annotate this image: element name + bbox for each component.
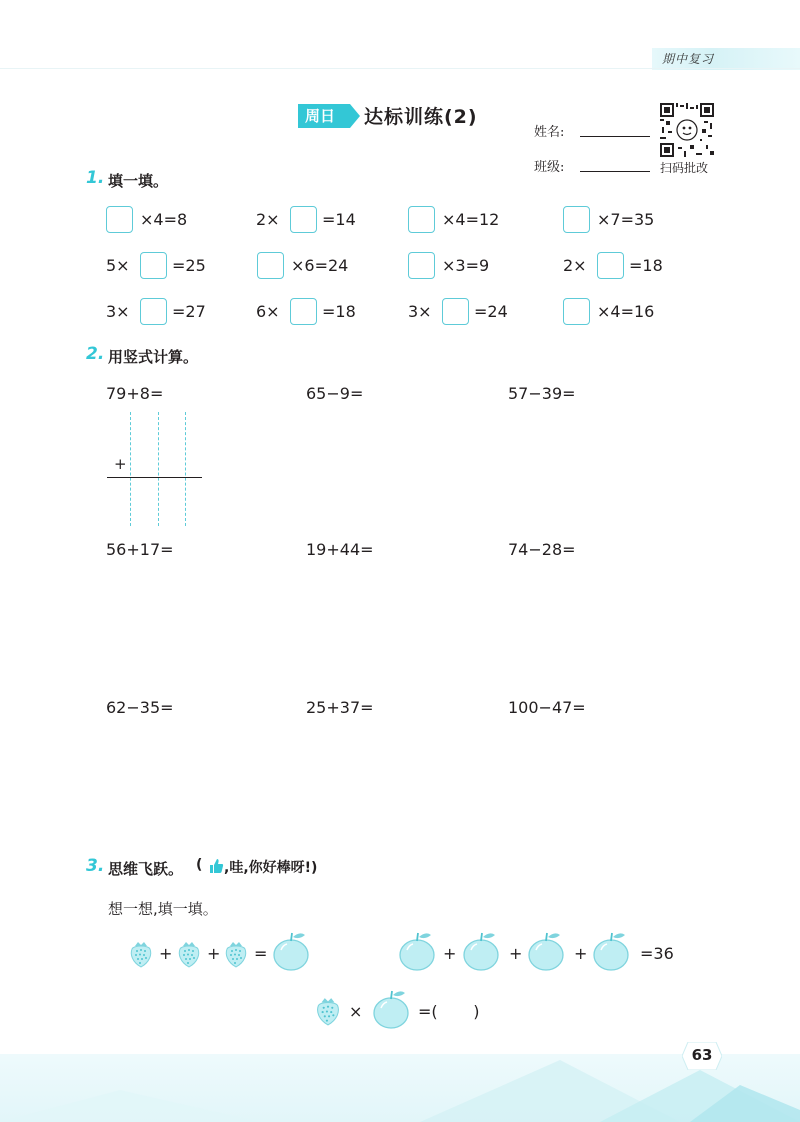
operator: + bbox=[509, 944, 523, 963]
equation-part: ×7=35 bbox=[597, 210, 655, 229]
equation-part: 6× bbox=[256, 302, 280, 321]
calc-problem: 25+37= bbox=[306, 698, 374, 717]
operator: + bbox=[443, 944, 457, 963]
section3-title: 思维飞跃。 bbox=[108, 860, 184, 878]
answer-box[interactable] bbox=[408, 252, 435, 279]
strawberry-icon bbox=[128, 940, 154, 968]
class-label: 班级: bbox=[534, 160, 565, 175]
apple-icon bbox=[527, 930, 565, 972]
column-guide bbox=[185, 412, 186, 526]
answer-box[interactable] bbox=[563, 206, 590, 233]
name-field[interactable] bbox=[580, 136, 650, 137]
operator: + bbox=[574, 944, 588, 963]
equation-part: =18 bbox=[629, 256, 663, 275]
equation-part: =18 bbox=[322, 302, 356, 321]
apple-icon bbox=[272, 930, 310, 972]
equation-part: 3× bbox=[106, 302, 130, 321]
answer-box[interactable] bbox=[140, 298, 167, 325]
equation-part: =27 bbox=[172, 302, 206, 321]
apple-icon bbox=[462, 930, 500, 972]
section3-number: 3. bbox=[86, 856, 105, 876]
answer-box[interactable] bbox=[140, 252, 167, 279]
qr-code-icon[interactable] bbox=[660, 103, 714, 157]
strawberry-icon bbox=[176, 940, 202, 968]
calc-problem: 62−35= bbox=[106, 698, 174, 717]
operator: + bbox=[207, 944, 221, 963]
equation-part: ×6=24 bbox=[291, 256, 349, 275]
apple-icon bbox=[372, 988, 410, 1030]
header-divider bbox=[0, 68, 800, 69]
section2-title: 用竖式计算。 bbox=[108, 348, 199, 366]
calc-problem: 100−47= bbox=[508, 698, 586, 717]
answer-box[interactable] bbox=[257, 252, 284, 279]
strawberry-icon bbox=[314, 996, 342, 1026]
equation-part: ×4=8 bbox=[140, 210, 188, 229]
calc-problem: 19+44= bbox=[306, 540, 374, 559]
operator: × bbox=[349, 1002, 363, 1021]
class-field[interactable] bbox=[580, 171, 650, 172]
section3-note-open: ( bbox=[196, 857, 203, 873]
strawberry-icon bbox=[223, 940, 249, 968]
footer-mountains bbox=[0, 1030, 800, 1122]
section1-number: 1. bbox=[86, 168, 105, 188]
equation-part: =25 bbox=[172, 256, 206, 275]
equation-part: ×4=12 bbox=[442, 210, 500, 229]
answer-box[interactable] bbox=[597, 252, 624, 279]
thumbs-up-icon bbox=[208, 858, 224, 874]
equation-part: ×4=16 bbox=[597, 302, 655, 321]
calc-problem: 65−9= bbox=[306, 384, 364, 403]
equation-part: 5× bbox=[106, 256, 130, 275]
answer-box[interactable] bbox=[290, 206, 317, 233]
page-number: 63 bbox=[691, 1046, 713, 1064]
operator: = bbox=[254, 944, 268, 963]
header-section-label: 期中复习 bbox=[662, 52, 715, 66]
day-tag: 周日 bbox=[298, 104, 350, 128]
section1-title: 填一填。 bbox=[108, 172, 169, 190]
name-label: 姓名: bbox=[534, 125, 565, 140]
column-guide bbox=[158, 412, 159, 526]
equation-part: =24 bbox=[474, 302, 508, 321]
answer-blank[interactable]: =( ) bbox=[418, 1002, 480, 1021]
operator: + bbox=[159, 944, 173, 963]
section3-note: ,哇,你好棒呀!) bbox=[224, 860, 318, 876]
apple-icon bbox=[592, 930, 630, 972]
answer-box[interactable] bbox=[563, 298, 590, 325]
answer-box[interactable] bbox=[442, 298, 469, 325]
calc-problem: 79+8= bbox=[106, 384, 164, 403]
section2-number: 2. bbox=[86, 344, 105, 364]
equation-part: ×3=9 bbox=[442, 256, 490, 275]
answer-box[interactable] bbox=[290, 298, 317, 325]
calc-problem: 56+17= bbox=[106, 540, 174, 559]
equation-result: =36 bbox=[640, 944, 674, 963]
calc-problem: 74−28= bbox=[508, 540, 576, 559]
apple-icon bbox=[398, 930, 436, 972]
plus-sign: + bbox=[114, 455, 127, 473]
sum-line bbox=[107, 477, 202, 478]
equation-part: 3× bbox=[408, 302, 432, 321]
page-title: 达标训练(2) bbox=[364, 106, 478, 128]
equation-part: 2× bbox=[563, 256, 587, 275]
equation-part: =14 bbox=[322, 210, 356, 229]
calc-problem: 57−39= bbox=[508, 384, 576, 403]
answer-box[interactable] bbox=[408, 206, 435, 233]
answer-box[interactable] bbox=[106, 206, 133, 233]
column-guide bbox=[130, 412, 131, 526]
equation-part: 2× bbox=[256, 210, 280, 229]
section3-subtitle: 想一想,填一填。 bbox=[108, 900, 218, 918]
qr-caption: 扫码批改 bbox=[660, 161, 709, 175]
